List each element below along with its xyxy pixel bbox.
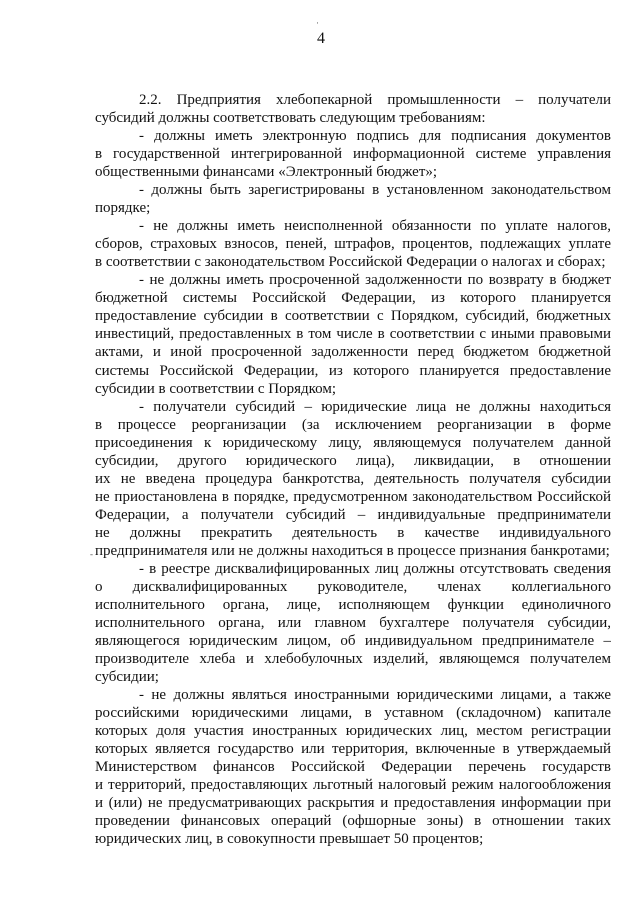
- text-line: - не должны иметь просроченной задолженности по возврату в бюджет: [139, 272, 611, 289]
- text-line: - в реестре дисквалифицированных лиц должны отсутствовать сведения: [139, 560, 611, 577]
- text-line: - не должны являться иностранными юридическими лицами, а также: [139, 687, 611, 703]
- text-line: сборов, страховых взносов, пеней, штрафов, процентов, подлежащих уплате: [95, 236, 611, 253]
- text-line: - не должны иметь неисполненной обязанности по уплате налогов,: [139, 218, 611, 235]
- scan-speck: ·: [316, 18, 319, 28]
- text-line: юридических лиц, в совокупности превышает 50 процентов;: [95, 831, 484, 848]
- text-line: о дисквалифицированных руководителе, членах коллегиального: [95, 578, 611, 595]
- text-line: актами, и иной просроченной задолженности перед бюджетом бюджетной: [95, 344, 611, 361]
- text-line: субсидий должны соответствовать следующим требованиям:: [95, 110, 486, 126]
- text-line: российскими юридическими лицами, в уставном (складочном) капитале: [95, 705, 611, 721]
- text-line: Министерством финансов Российской Федерации перечень государств: [95, 759, 611, 776]
- text-line: присоединения к юридическому лицу, являющемуся получателем данной: [95, 434, 611, 451]
- text-line: которых доля участия иностранных юридических лиц, местом регистрации: [95, 723, 611, 740]
- text-line: их не введена процедура банкротства, деятельность получателя субсидии: [95, 470, 611, 487]
- text-line: и (или) не предусматривающих раскрытия и предоставления информации при: [95, 795, 611, 812]
- page-number: 4: [317, 30, 325, 47]
- text-line: являющегося юридическим лицом, об индивидуальном предпринимателе –: [95, 632, 611, 649]
- text-line: - должны быть зарегистрированы в установленном законодательством: [139, 182, 611, 199]
- text-line: в государственной интегрированной информационной системе управления: [95, 146, 611, 163]
- text-line: общественными финансами «Электронный бюджет»;: [95, 164, 438, 181]
- text-line: субсидии, другого юридического лица), ликвидации, в отношении: [95, 452, 611, 469]
- text-line: которых является государство или территория, включенные в утверждаемый: [95, 741, 611, 758]
- text-line: исполнительного органа, лице, исполняющем функции единоличного: [95, 596, 611, 613]
- text-line: исполнительного органа, или главном бухгалтере получателя субсидии,: [95, 614, 611, 631]
- text-line: порядке;: [95, 200, 151, 217]
- text-line: и территорий, предоставляющих льготный налоговый режим налогообложения: [95, 777, 611, 794]
- text-line: в процессе реорганизации (за исключением реорганизации в форме: [95, 416, 611, 433]
- text-line: в соответствии с законодательством Российской Федерации о налогах и сборах;: [95, 254, 606, 271]
- text-line: - должны иметь электронную подпись для подписания документов: [139, 128, 611, 145]
- margin-mark: -: [90, 549, 93, 559]
- text-line: бюджетной системы Российской Федерации, из которого планируется: [95, 290, 611, 307]
- text-line: не приостановлена в порядке, предусмотренном законодательством Российской: [95, 488, 611, 505]
- text-line: субсидии в соответствии с Порядком;: [95, 380, 337, 397]
- text-line: - получатели субсидий – юридические лица не должны находиться: [139, 398, 611, 415]
- text-line: инвестиций, предоставленных в том числе в соответствии с иными правовыми: [95, 326, 611, 343]
- text-line: Федерации, а получатели субсидий – индивидуальные предприниматели: [95, 506, 611, 523]
- text-line: проведении финансовых операций (офшорные зоны) в отношении таких: [95, 813, 611, 830]
- text-line: предпринимателя или не должны находиться в процессе признания банкротами;: [95, 542, 610, 559]
- text-line: производителе хлеба и хлебобулочных изделий, являющемся получателем: [95, 650, 611, 667]
- text-line: системы Российской Федерации, из которого планируется предоставление: [95, 362, 611, 379]
- text-line: не должны прекратить деятельность в качестве индивидуального: [95, 524, 611, 541]
- text-line: 2.2. Предприятия хлебопекарной промышленности – получатели: [139, 92, 611, 108]
- text-line: субсидии;: [95, 669, 159, 685]
- text-line: предоставление субсидии в соответствии с Порядком, субсидий, бюджетных: [95, 308, 611, 325]
